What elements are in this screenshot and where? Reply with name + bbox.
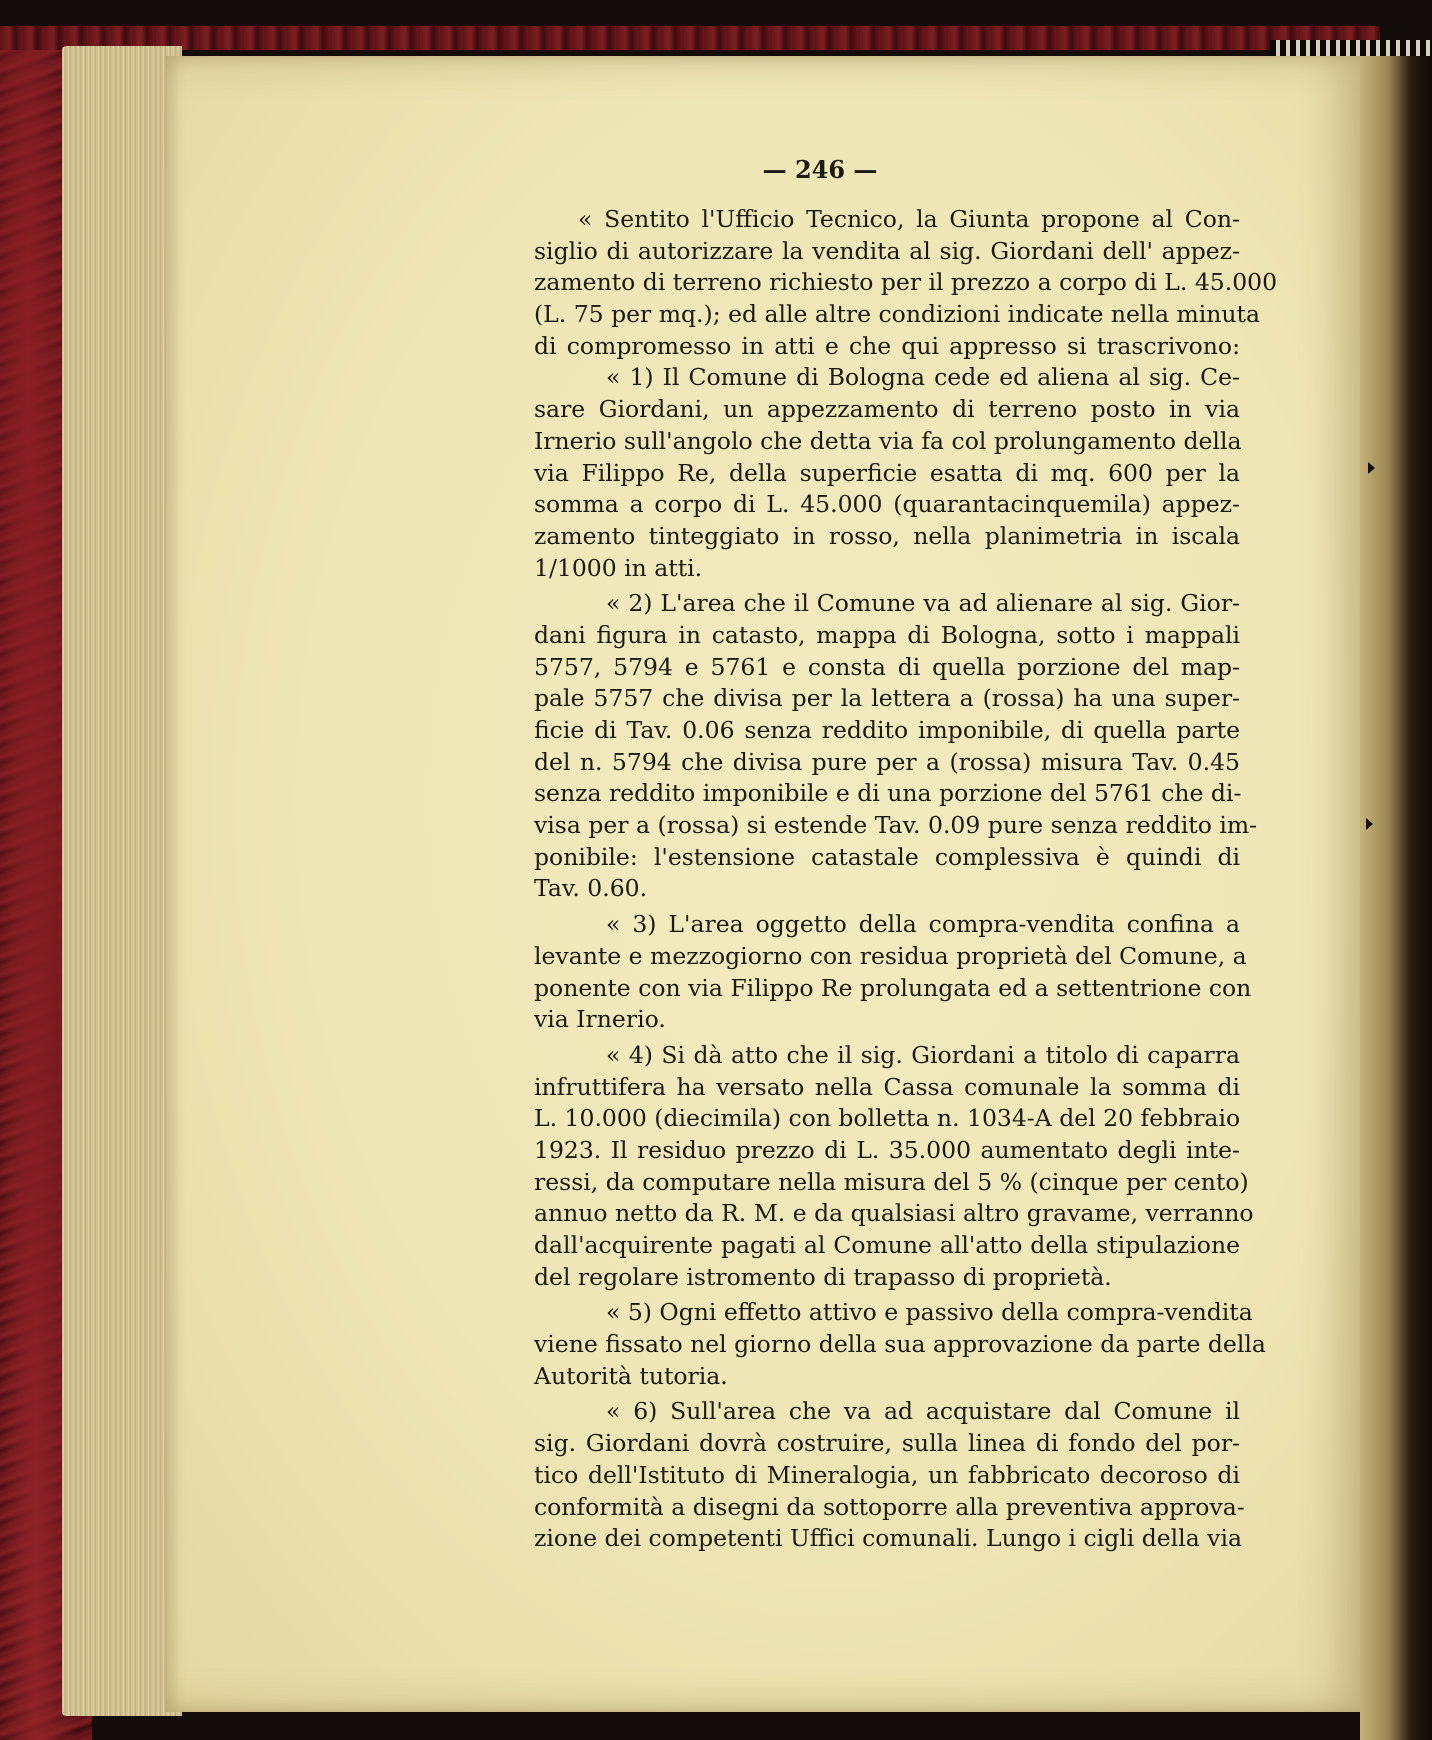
text-line: ponente con via Filippo Re prolungata ed a settentrione con — [534, 973, 1252, 1002]
body-text — [534, 204, 1278, 1555]
text-line: ressi, da computare nella misura del 5 % (cinque per cento) — [534, 1167, 1249, 1196]
edge-mark — [1368, 462, 1375, 474]
text-line: levante e mezzogiorno con residua proprietà del Comune, a — [534, 941, 1247, 970]
text-line: L. 10.000 (diecimila) con bolletta n. 1034-A del 20 febbraio — [534, 1104, 1241, 1133]
text-line: zione dei competenti Uffici comunali. Lungo i cigli della via — [534, 1524, 1242, 1553]
page-edges — [62, 46, 182, 1716]
text-line: « 1) Il Comune di Bologna cede ed aliena al sig. Ce- — [606, 363, 1240, 392]
text-line: 5757, 5794 e 5761 e consta di quella porzione del map- — [534, 652, 1240, 681]
text-line: del regolare istromento di trapasso di proprietà. — [534, 1262, 1112, 1291]
text-line: zamento di terreno richiesto per il prezzo a corpo di L. 45.000 — [534, 268, 1278, 297]
text-line: di compromesso in atti e che qui appresso si trascrivono: — [534, 331, 1240, 360]
text-line: conformità a disegni da sottoporre alla preventiva approva- — [534, 1492, 1245, 1521]
text-line: viene fissato nel giorno della sua approvazione da parte della — [534, 1330, 1266, 1359]
text-line: « 3) L'area oggetto della compra-vendita confina a — [606, 910, 1240, 939]
text-line: (L. 75 per mq.); ed alle altre condizioni indicate nella minuta — [534, 300, 1260, 329]
text-line: somma a corpo di L. 45.000 (quarantacinquemila) appez- — [534, 490, 1240, 519]
text-line: sare Giordani, un appezzamento di terreno posto in via — [534, 395, 1240, 424]
text-line: annuo netto da R. M. e da qualsiasi altro gravame, verranno — [534, 1199, 1254, 1228]
text-line: visa per a (rossa) si estende Tav. 0.09 pure senza reddito im- — [534, 811, 1258, 840]
text-line: dani figura in catasto, mappa di Bologna, sotto i mappali — [534, 620, 1240, 649]
text-line: dall'acquirente pagati al Comune all'atto della stipulazione — [534, 1231, 1240, 1259]
text-line: via Filippo Re, della superficie esatta di mq. 600 per la — [534, 458, 1240, 487]
text-line: infruttifera ha versato nella Cassa comunale la somma di — [534, 1072, 1240, 1101]
text-line: ficie di Tav. 0.06 senza reddito imponibile, di quella parte — [534, 716, 1240, 744]
text-line: « 2) L'area che il Comune va ad alienare al sig. Gior- — [606, 589, 1240, 618]
text-line: « 5) Ogni effetto attivo e passivo della compra-vendita — [606, 1298, 1253, 1327]
text-line: tico dell'Istituto di Mineralogia, un fabbricato decoroso di — [534, 1460, 1240, 1489]
text-line: zamento tinteggiato in rosso, nella planimetria in iscala — [534, 521, 1240, 550]
text-line: Irnerio sull'angolo che detta via fa col prolungamento della — [534, 426, 1242, 455]
text-line: 1923. Il residuo prezzo di L. 35.000 aumentato degli inte- — [534, 1135, 1240, 1164]
text-line: Tav. 0.60. — [534, 874, 648, 903]
text-line: del n. 5794 che divisa pure per a (rossa) misura Tav. 0.45 — [534, 747, 1240, 776]
edge-mark — [1366, 818, 1373, 830]
text-line: ponibile: l'estensione catastale complessiva è quindi di — [534, 842, 1240, 871]
text-line: siglio di autorizzare la vendita al sig. Giordani dell' appez- — [534, 236, 1240, 265]
text-line: via Irnerio. — [534, 1005, 666, 1034]
text-line: 1/1000 in atti. — [534, 553, 703, 582]
text-line: sig. Giordani dovrà costruire, sulla linea di fondo del por- — [534, 1429, 1240, 1458]
text-line: « 6) Sull'area che va ad acquistare dal Comune il — [606, 1397, 1240, 1426]
book-gutter — [1360, 56, 1432, 1740]
text-line: « Sentito l'Ufficio Tecnico, la Giunta propone al Con- — [578, 205, 1240, 233]
text-line: pale 5757 che divisa per la lettera a (rossa) ha una super- — [534, 684, 1240, 713]
text-line: « 4) Si dà atto che il sig. Giordani a titolo di caparra — [606, 1040, 1240, 1069]
book-cover-top — [0, 26, 1380, 50]
text-line: Autorità tutoria. — [534, 1361, 728, 1390]
text-line: senza reddito imponibile e di una porzione del 5761 che di- — [534, 779, 1242, 808]
page-number: — 246 — — [762, 155, 878, 184]
